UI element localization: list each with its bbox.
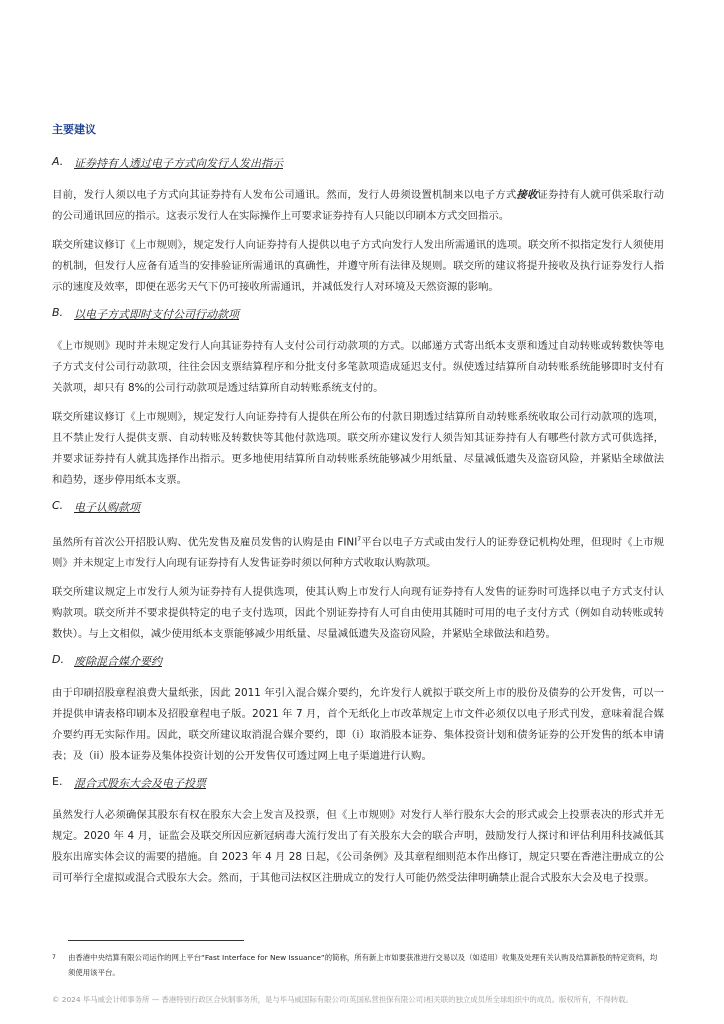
- paragraph: 联交所建议修订《上市规则》，规定发行人向证券持有人提供以电子方式向发行人发出所需通讯的选项。联交所不拟指定发行人须使用的机制，但发行人应备有适当的安排验证所需通讯的真确性，并遵守所有法律及规则。联交所的建议将提升接收及执行证券发行人指示的速度及效率，即便在恶劣天气下仍可接收所需通讯，并减低发行人对环境及天然资源的影响。: [52, 239, 664, 293]
- section-d-heading: [52, 653, 664, 669]
- footnote: [52, 950, 664, 980]
- paragraph: 目前，发行人须以电子方式向其证券持有人发布公司通讯。然而，发行人毋须设置机制来以电子方式接收证券持有人就可供采取行动的公司通讯回应的指示。这表示发行人在实际操作上可要求证券持有人只能以印刷本方式交回指示。: [52, 189, 665, 222]
- section-letter: D.: [52, 653, 64, 667]
- emphasis: 接收: [516, 189, 538, 201]
- copyright-footer: © 2024 毕马威会计师事务所 — 香港特别行政区合伙制事务所，是与毕马威国际有限公司(英国私营担保有限公司)相关联的独立成员所全球组织中的成员。版权所有，不得转载。: [52, 995, 633, 1004]
- section-letter: C.: [52, 499, 64, 512]
- page-title: 主要建议: [52, 123, 96, 136]
- section-b-heading: [52, 306, 664, 322]
- footnote-marker: 7: [52, 954, 56, 961]
- section-letter: A.: [52, 155, 64, 168]
- paragraph: 联交所建议修订《上市规则》，规定发行人向证券持有人提供在所公布的付款日期透过结算所自动转账系统收取公司行动款项的选项，且不禁止发行人提供支票、自动转账及转数快等其他付款选项。联交所亦建议发行人须告知其证券持有人有哪些付款方式可供选择，并要求证券持有人就其选择作出指示。更多地使用结算所自动转账系统能够减少用纸量、尽量减低遗失及盗窃风险，并紧贴全球做法和趋势，逐步停用纸本支票。: [52, 411, 664, 486]
- section-letter: B.: [52, 306, 64, 319]
- section-title: 证券持有人透过电子方式向发行人发出指示: [74, 157, 283, 170]
- section-a-heading: [52, 155, 664, 171]
- footnote-ref: 7: [357, 536, 362, 543]
- section-e-heading: [52, 775, 664, 791]
- paragraph: 由于印刷招股章程浪费大量纸张，因此 2011 年引入混合媒介要约，允许发行人就拟于联交所上市的股份及债券的公开发售，可以一并提供申请表格印刷本及招股章程电子版。2021 年 7 月，首个无纸化上市改革规定上市文件必须仅以电子形式刊发，意味着混合媒介要约再无实际作用。因此，联交所建议取消混合媒介要约，即（i）取消股本证券、集体投资计划和债务证券的公开发售的纸本申请表；及（ii）股本证券及集体投资计划的公开发售仅可透过网上电子渠道进行认购。: [52, 687, 664, 763]
- section-title: 混合式股东大会及电子投票: [74, 777, 206, 791]
- section-c-heading: [52, 499, 664, 515]
- section-title: 以电子方式即时支付公司行动款项: [74, 308, 239, 321]
- section-title: 废除混合媒介要约: [74, 655, 162, 669]
- paragraph: 联交所建议规定上市发行人须为证券持有人提供选项，使其认购上市发行人向现有证券持有人发售的证券时可选择以电子方式支付认购款项。联交所并不要求提供特定的电子支付选项，因此个别证券持有人可自由使用其随时可用的电子支付方式（例如自动转账或转数快）。与上文相似，减少使用纸本支票能够减少用纸量、尽量减低遗失及盗窃风险，并紧贴全球做法和趋势。: [52, 586, 664, 641]
- paragraph: 《上市规则》现时并未规定发行人向其证券持有人支付公司行动款项的方式。以邮递方式寄出纸本支票和透过自动转账或转数快等电子方式支付公司行动款项，往往会因支票结算程序和分批支付多笔款项造成延迟支付。纵使透过结算所自动转账系统能够即时支付有关款项，却只有 8%的公司行动款项是透过结算所自动转账系统支付的。: [52, 340, 664, 394]
- paragraph: 虽然发行人必须确保其股东有权在股东大会上发言及投票，但《上市规则》对发行人举行股东大会的形式或会上投票表决的形式并无规定。2020 年 4 月，证监会及联交所因应新冠病毒大流行发出了有关股东大会的联合声明，鼓励发行人探讨和评估利用科技减低其股东出席实体会议的需要的措施。自 2023 年 4 月 28 日起，《公司条例》及其章程细则范本作出修订，规定只要在香港注册成立的公司可举行全虚拟或混合式股东大会。然而，于其他司法权区注册成立的发行人可能仍然受法律明确禁止混合式股东大会及电子投票。: [52, 809, 664, 885]
- paragraph: 虽然所有首次公开招股认购、优先发售及雇员发售的认购是由 FINI$^7$平台以电子方式或由发行人的证券登记机构处理，但现时《上市规则》并未规定上市发行人向现有证券持有人发售证券时须以何种方式收取认购款项。: [52, 536, 665, 570]
- main-content: [52, 121, 664, 897]
- footnote-text: 由香港中央结算有限公司运作的网上平台“Fast Interface for New Issuance”的简称，所有新上市如要获准进行交易以及（如适用）收集及处理有关认购及结算新股的特定资料，均须使用该平台。: [68, 953, 658, 977]
- footnote-divider: [68, 940, 244, 941]
- section-letter: E.: [52, 775, 63, 789]
- section-title: 电子认购款项: [74, 501, 140, 514]
